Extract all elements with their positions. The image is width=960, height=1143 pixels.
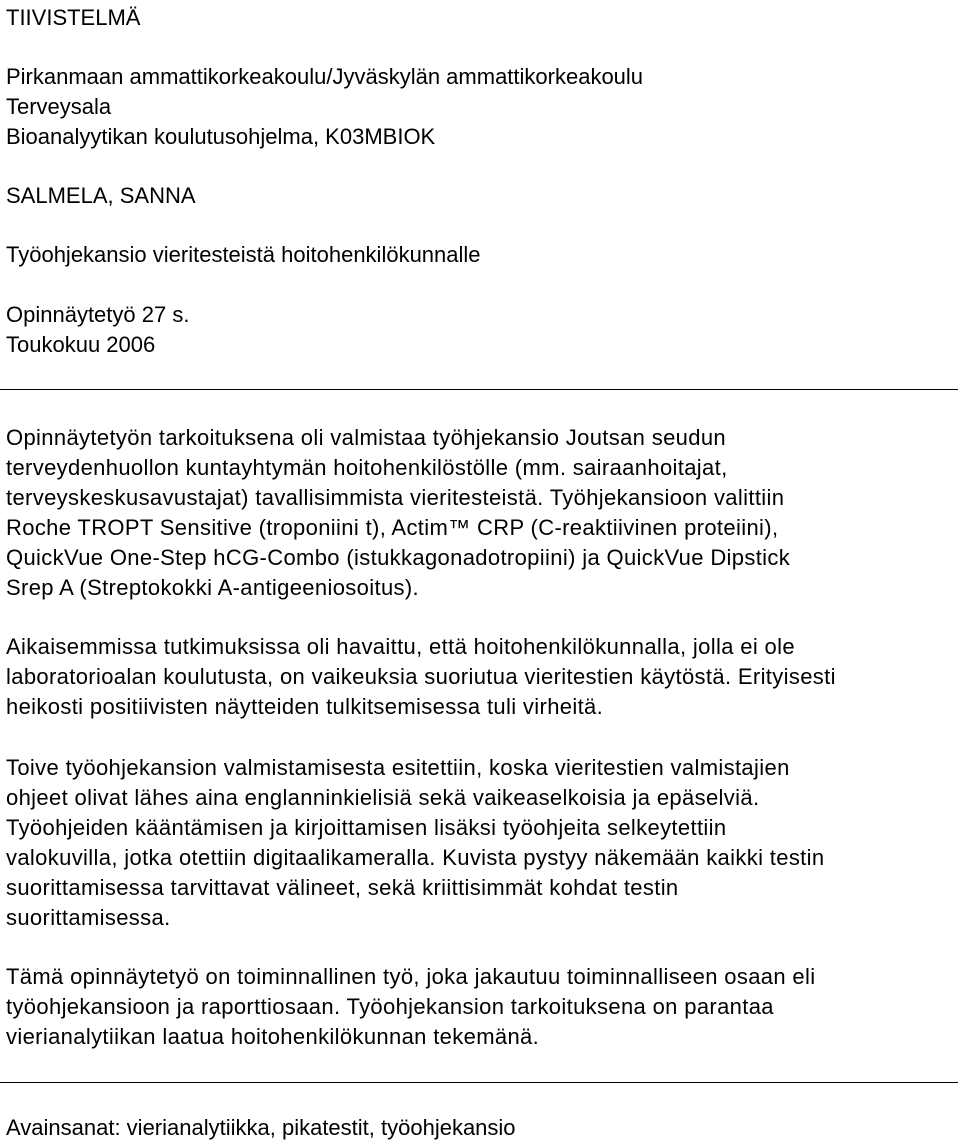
- author-name: SALMELA, SANNA: [6, 183, 196, 208]
- institution-block: [6, 62, 643, 152]
- text-line: työohjekansioon ja raporttiosaan. Työohjekansion tarkoituksena on parantaa: [6, 994, 774, 1019]
- text-line: ohjeet olivat lähes aina englanninkielisiä sekä vaikeaselkoisia ja epäselviä.: [6, 785, 760, 810]
- text-line: Aikaisemmissa tutkimuksissa oli havaittu, että hoitohenkilökunnalla, jolla ei ole: [6, 634, 795, 659]
- text-line: Srep A (Streptokokki A-antigeeniosoitus).: [6, 575, 420, 600]
- institution-name: Pirkanmaan ammattikorkeakoulu/Jyväskylän ammattikorkeakoulu: [6, 64, 644, 89]
- abstract-paragraph-2: [6, 632, 956, 722]
- text-line: Tämä opinnäytetyö on toiminnallinen työ, joka jakautuu toiminnalliseen osaan eli: [6, 964, 816, 989]
- keywords-block: [6, 1113, 516, 1143]
- divider-bottom: [0, 1082, 958, 1083]
- text-line: terveyskeskusavustajat) tavallisimmista vieritesteistä. Työhjekansioon valittiin: [6, 485, 785, 510]
- text-line: valokuvilla, jotka otettiin digitaalikameralla. Kuvista pystyy näkemään kaikki testin: [6, 845, 825, 870]
- thesis-title-block: [6, 240, 481, 270]
- abstract-paragraph-3: [6, 753, 956, 933]
- thesis-info-block: [6, 300, 189, 360]
- keywords: Avainsanat: vierianalytiikka, pikatestit, työohjekansio: [6, 1115, 516, 1140]
- text-line: terveydenhuollon kuntayhtymän hoitohenkilöstölle (mm. sairaanhoitajat,: [6, 455, 728, 480]
- divider-top: [0, 389, 958, 390]
- thesis-date: Toukokuu 2006: [6, 332, 156, 357]
- text-line: heikosti positiivisten näytteiden tulkitsemisessa tuli virheitä.: [6, 694, 604, 719]
- text-line: suorittamisessa tarvittavat välineet, sekä kriittisimmät kohdat testin: [6, 875, 679, 900]
- text-line: suorittamisessa.: [6, 905, 171, 930]
- text-line: QuickVue One-Step hCG-Combo (istukkagonadotropiini) ja QuickVue Dipstick: [6, 545, 791, 570]
- abstract-paragraph-4: [6, 962, 956, 1052]
- text-line: Toive työohjekansion valmistamisesta esitettiin, koska vieritestien valmistajien: [6, 755, 790, 780]
- text-line: Työohjeiden kääntämisen ja kirjoittamisen lisäksi työohjeita selkeytettiin: [6, 815, 727, 840]
- text-line: Opinnäytetyön tarkoituksena oli valmistaa työhjekansio Joutsan seudun: [6, 425, 727, 450]
- degree-programme: Bioanalyytikan koulutusohjelma, K03MBIOK: [6, 124, 436, 149]
- field-of-study: Terveysala: [6, 94, 112, 119]
- page-heading: TIIVISTELMÄ: [6, 5, 141, 30]
- author-block: [6, 181, 196, 211]
- thesis-pages: Opinnäytetyö 27 s.: [6, 302, 190, 327]
- text-line: vierianalytiikan laatua hoitohenkilökunnan tekemänä.: [6, 1024, 540, 1049]
- abstract-paragraph-1: [6, 423, 956, 603]
- text-line: laboratorioalan koulutusta, on vaikeuksia suoriutua vieritestien käytöstä. Erityisesti: [6, 664, 836, 689]
- text-line: Roche TROPT Sensitive (troponiini t), Actim™ CRP (C-reaktiivinen proteiini),: [6, 515, 779, 540]
- thesis-title: Työohjekansio vieritesteistä hoitohenkilökunnalle: [6, 242, 481, 267]
